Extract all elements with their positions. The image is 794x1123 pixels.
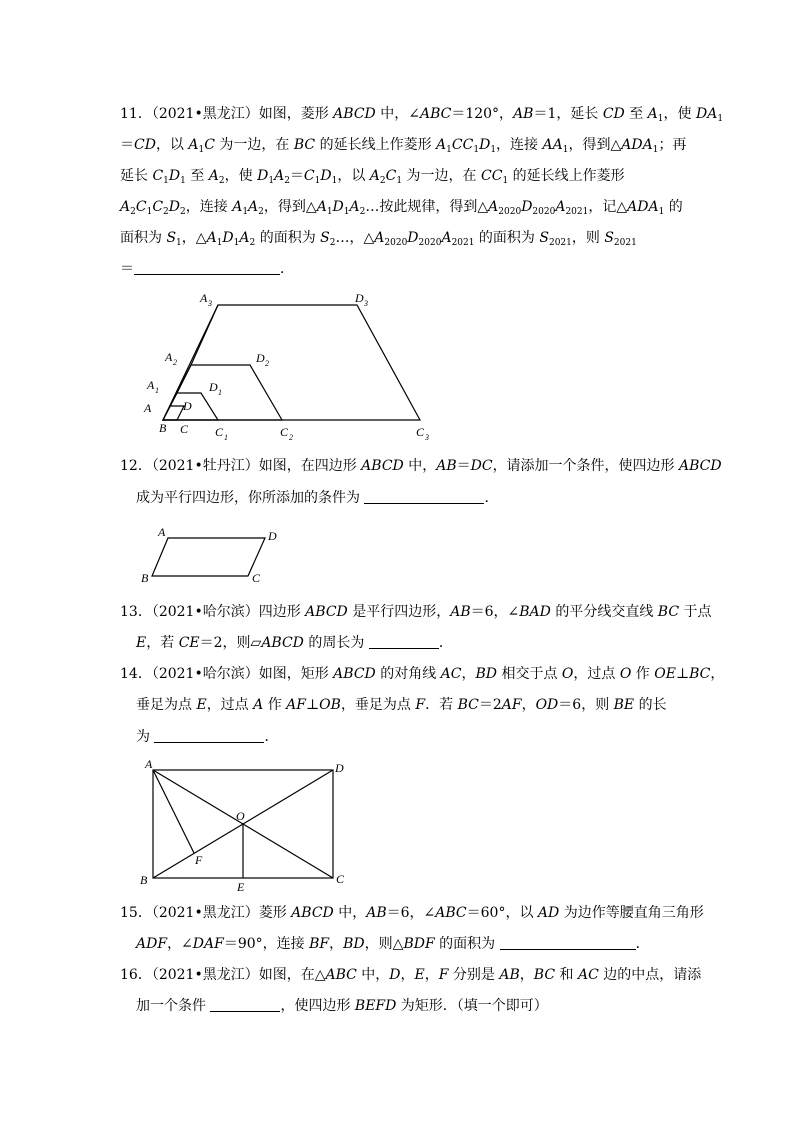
q14-label-B: B xyxy=(140,873,148,887)
q11-label-D3-sub: 3 xyxy=(364,299,368,308)
q11-label-D3: D xyxy=(355,291,364,305)
q14-label-O: O xyxy=(236,809,245,823)
q11-label-A3-sub: 3 xyxy=(208,299,212,308)
q11-seg-a2-a3 xyxy=(191,305,218,365)
q11-line-5: 面积为 $S_1$，$\triangle A_1D_1A_2$ 的面积为 $S_2\dots$，$\triangle A_{2020}D_{2020}A_{2021}$ 的面积为 $S_{2021}$，则 $S_{2021}$ xyxy=(120,230,637,248)
q11-label-A1-sub: 1 xyxy=(155,386,159,395)
q14-label-D: D xyxy=(335,761,344,775)
q11-line-6: ＝ ． xyxy=(120,261,294,277)
q16-line-1: 16．（2021•黑龙江）如图，在△ABC 中，D，E，F 分别是 AB，BC 和 AC 边的中点，请添 xyxy=(120,967,702,983)
q11-label-C2-sub: 2 xyxy=(289,433,293,442)
q12-figure xyxy=(152,538,265,576)
q11-figure xyxy=(163,305,420,420)
q13-answer-blank[interactable] xyxy=(369,634,439,649)
q16-answer-blank[interactable] xyxy=(210,997,280,1012)
q12-answer-blank[interactable] xyxy=(364,489,484,504)
q11-label-A: A xyxy=(144,401,152,415)
q12-parallelogram xyxy=(152,538,265,576)
q11-label-C: C xyxy=(180,422,189,436)
q11-label-B: B xyxy=(159,421,167,435)
q12-label-B: B xyxy=(141,571,149,585)
q11-rhombus-3 xyxy=(163,305,420,420)
q13-line-1: 13．（2021•哈尔滨）四边形 ABCD 是平行四边形，AB＝6，∠BAD 的平分线交直线 BC 于点 xyxy=(120,604,712,620)
q12-line-2: 成为平行四边形，你所添加的条件为 ． xyxy=(136,490,499,506)
q14-label-E: E xyxy=(237,880,245,894)
q11-label-A2-sub: 2 xyxy=(173,358,177,367)
q12-label-C: C xyxy=(252,571,261,585)
q11-seg-a1-a2 xyxy=(177,365,191,393)
q15-answer-blank[interactable] xyxy=(500,935,636,950)
q11-labels xyxy=(143,291,429,442)
q11-label-D1: D xyxy=(209,380,218,394)
q12-label-A: A xyxy=(158,525,166,539)
q14-line-1: 14．（2021•哈尔滨）如图，矩形 ABCD 的对角线 AC，BD 相交于点 O，过点 O 作 OE⊥BC， xyxy=(120,666,725,682)
q11-label-C1: C xyxy=(215,425,224,439)
q11-label-C3: C xyxy=(416,425,425,439)
q11-rhombus-0 xyxy=(163,406,184,420)
q14-line-3: 为 ． xyxy=(136,729,279,745)
q11-label-D2-sub: 2 xyxy=(265,359,269,368)
q11-label-D1-sub: 1 xyxy=(218,388,222,397)
q13-line-2: E，若 CE＝2，则▱ABCD 的周长为 ． xyxy=(136,635,453,651)
q11-label-A3: A xyxy=(200,291,208,305)
q11-label-D: D xyxy=(183,399,192,413)
q11-line-4: $A_2C_1C_2D_2$，连接 $A_1A_2$，得到$\triangle A_1D_1A_2\dots$按此规律，得到$\triangle A_{2020}D_{2020}A_{2021}$，记$\triangle ADA_1$ 的 xyxy=(120,199,683,217)
q11-label-C1-sub: 1 xyxy=(224,433,228,442)
q14-figure xyxy=(153,770,333,878)
q14-label-F: F xyxy=(195,853,203,867)
q14-answer-blank[interactable] xyxy=(154,728,264,743)
q11-seg-a-a1 xyxy=(170,393,177,406)
q11-line-2: ＝CD，以 $A_1C$ 为一边，在 BC 的延长线上作菱形 $A_1CC_1D_1$，连接 $AA_1$，得到$\triangle ADA_1$；再 xyxy=(120,137,687,155)
q12-line-1: 12．（2021•牡丹江）如图，在四边形 ABCD 中，AB＝DC，请添加一个条件，使四边形 ABCD xyxy=(120,458,722,474)
q14-label-A: A xyxy=(145,757,153,771)
q15-line-2: ADF，∠DAF＝90°，连接 BF，BD，则△BDF 的面积为 ． xyxy=(136,936,650,952)
q11-label-A2: A xyxy=(165,350,173,364)
q11-label-A1: A xyxy=(147,378,155,392)
q12-label-D: D xyxy=(268,529,277,543)
q11-label-C3-sub: 3 xyxy=(425,433,429,442)
q11-label-D2: D xyxy=(256,351,265,365)
q11-line-3: 延长 $C_1D_1$ 至 $A_2$，使 $D_1A_2=C_1D_1$，以 $A_2C_1$ 为一边，在 $CC_1$ 的延长线上作菱形 xyxy=(120,168,625,186)
q14-label-C: C xyxy=(336,872,345,886)
q14-line-2: 垂足为点 E，过点 A 作 AF⊥OB，垂足为点 F．若 BC＝2AF，OD＝6，则 BE 的长 xyxy=(136,697,667,713)
q11-label-C2: C xyxy=(280,425,289,439)
q16-line-2: 加一个条件 ，使四边形 BEFD 为矩形．（填一个即可） xyxy=(136,998,548,1014)
q11-line-1: 11．（2021•黑龙江）如图，菱形 ABCD 中，∠ABC＝120°，AB＝1，延长 CD 至 $A_1$，使 $DA_1$ xyxy=(120,106,724,124)
q15-line-1: 15．（2021•黑龙江）菱形 ABCD 中，AB＝6，∠ABC＝60°，以 AD 为边作等腰直角三角形 xyxy=(120,905,704,921)
